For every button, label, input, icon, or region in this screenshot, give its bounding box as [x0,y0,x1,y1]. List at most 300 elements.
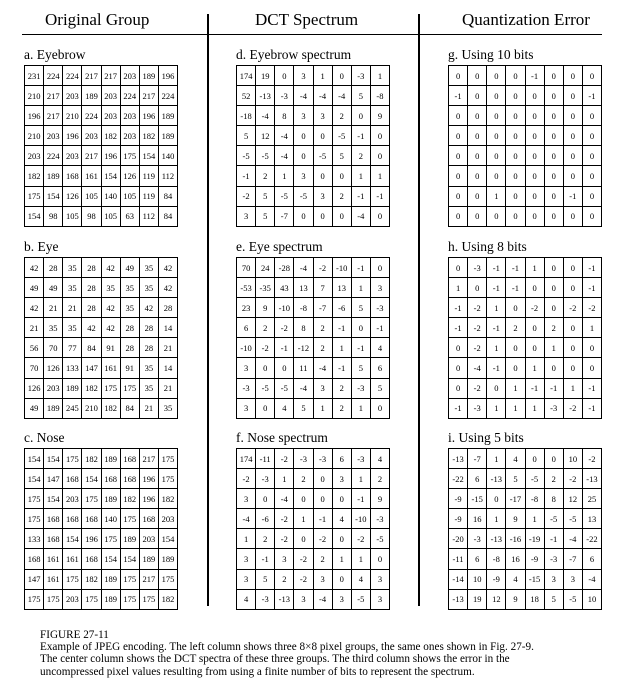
matrix-cell: 133 [63,358,82,378]
matrix-cell: 2 [332,106,351,126]
matrix-cell: 0 [332,569,351,589]
matrix-cell: 175 [82,589,101,609]
matrix-cell: -8 [294,298,313,318]
matrix-h [448,257,602,419]
matrix-cell: 175 [63,449,82,469]
matrix-cell: 0 [294,126,313,146]
column-header-quantization-error: Quantization Error [462,10,590,29]
matrix-cell: 196 [63,126,82,146]
matrix-e [236,257,390,419]
matrix-row [237,549,390,569]
matrix-cell: -3 [544,398,563,418]
matrix-cell: 105 [63,206,82,226]
matrix-cell: 0 [487,66,506,86]
matrix-cell: 154 [25,469,44,489]
matrix-f [236,448,390,610]
matrix-cell: -5 [351,589,370,609]
matrix-cell: 154 [82,469,101,489]
matrix-cell: -13 [449,449,468,469]
matrix-cell: 28 [120,318,139,338]
matrix-cell: 0 [582,186,601,206]
matrix-cell: 1 [525,509,544,529]
matrix-cell: 16 [468,509,487,529]
matrix-cell: 42 [101,298,120,318]
matrix-cell: 203 [63,86,82,106]
matrix-cell: 42 [82,318,101,338]
matrix-cell: -1 [237,166,256,186]
matrix-cell: 175 [120,589,139,609]
matrix-g [448,65,602,227]
matrix-cell: 0 [313,469,332,489]
matrix-row [237,126,390,146]
matrix-cell: 203 [63,146,82,166]
figure-caption [40,629,620,678]
panel-label-g: g. Using 10 bits [448,47,534,62]
panel-label-f: f. Nose spectrum [236,430,328,445]
matrix-cell: 0 [506,186,525,206]
matrix-cell: -15 [468,489,487,509]
matrix-cell: 0 [468,106,487,126]
matrix-cell: -4 [275,489,294,509]
matrix-cell: 1 [351,549,370,569]
matrix-cell: 35 [139,258,158,278]
matrix-cell: 0 [275,358,294,378]
matrix-cell: 70 [25,358,44,378]
matrix-cell: 5 [544,589,563,609]
matrix-row [25,258,178,278]
matrix-cell: 168 [63,166,82,186]
matrix-cell: -1 [487,318,506,338]
matrix-cell: 5 [237,126,256,146]
panel-label-b: b. Eye [24,239,59,254]
matrix-cell: 11 [294,358,313,378]
matrix-row [237,258,390,278]
matrix-cell: 126 [25,378,44,398]
matrix-cell: 168 [25,549,44,569]
matrix-row [449,318,602,338]
matrix-cell: -3 [370,298,389,318]
matrix-cell: -1 [582,378,601,398]
matrix-cell: -1 [449,298,468,318]
matrix-row [237,398,390,418]
matrix-cell: 12 [487,589,506,609]
matrix-cell: 175 [82,489,101,509]
matrix-cell: 168 [120,449,139,469]
matrix-cell: 0 [449,106,468,126]
matrix-cell: 0 [332,489,351,509]
matrix-cell: -5 [525,469,544,489]
matrix-cell: -3 [544,549,563,569]
matrix-cell: 203 [139,529,158,549]
matrix-cell: -3 [313,449,332,469]
matrix-cell: 0 [582,338,601,358]
matrix-cell: -4 [275,126,294,146]
matrix-cell: 23 [237,298,256,318]
matrix-cell: 28 [139,318,158,338]
matrix-cell: 0 [506,358,525,378]
matrix-cell: 0 [313,166,332,186]
matrix-d [236,65,390,227]
matrix-cell: -1 [525,378,544,398]
matrix-cell: 35 [139,358,158,378]
matrix-cell: 203 [101,106,120,126]
matrix-cell: 16 [506,549,525,569]
matrix-cell: 175 [25,186,44,206]
matrix-cell: 161 [82,166,101,186]
matrix-cell: -2 [275,318,294,338]
matrix-cell: 196 [101,146,120,166]
matrix-cell: 0 [525,278,544,298]
matrix-cell: 0 [544,86,563,106]
matrix-cell: 0 [506,338,525,358]
matrix-cell: 4 [275,398,294,418]
matrix-cell: -9 [525,549,544,569]
matrix-cell: 0 [563,166,582,186]
matrix-cell: 0 [563,146,582,166]
matrix-cell: 189 [44,166,63,186]
caption-line-1: Example of JPEG encoding. The left column shows three 8×8 pixel groups, the same ones shown in Fig. 27-9. [40,641,534,654]
matrix-cell: -5 [544,509,563,529]
matrix-cell: 0 [294,206,313,226]
matrix-cell: 5 [506,469,525,489]
matrix-cell: 70 [44,338,63,358]
matrix-cell: 224 [158,86,177,106]
matrix-cell: -4 [351,206,370,226]
matrix-cell: 140 [101,186,120,206]
matrix-row [237,489,390,509]
matrix-cell: 112 [139,206,158,226]
matrix-cell: 0 [563,126,582,146]
matrix-row [449,86,602,106]
matrix-cell: 77 [63,338,82,358]
matrix-cell: 126 [63,186,82,206]
matrix-cell: 0 [468,66,487,86]
matrix-cell: 0 [582,146,601,166]
matrix-cell: -53 [237,278,256,298]
matrix-cell: 0 [525,318,544,338]
matrix-cell: -10 [332,258,351,278]
matrix-cell: 3 [237,358,256,378]
matrix-row [449,489,602,509]
matrix-cell: 189 [101,489,120,509]
matrix-cell: 2 [332,378,351,398]
matrix-cell: 1 [275,469,294,489]
matrix-cell: 189 [158,106,177,126]
matrix-cell: 3 [294,106,313,126]
matrix-cell: 2 [275,569,294,589]
matrix-row [237,66,390,86]
matrix-cell: 1 [525,358,544,378]
matrix-cell: 3 [237,398,256,418]
matrix-cell: -5 [313,146,332,166]
matrix-cell: -3 [351,449,370,469]
matrix-row [449,398,602,418]
matrix-cell: 0 [351,106,370,126]
matrix-row [25,106,178,126]
matrix-cell: 0 [525,186,544,206]
matrix-cell: -11 [449,549,468,569]
matrix-cell: 189 [120,529,139,549]
matrix-cell: 0 [544,258,563,278]
matrix-cell: 196 [25,106,44,126]
matrix-cell: 28 [44,258,63,278]
matrix-cell: 175 [120,146,139,166]
matrix-cell: -1 [351,489,370,509]
matrix-row [25,398,178,418]
matrix-cell: -1 [370,318,389,338]
matrix-cell: 0 [256,358,275,378]
matrix-cell: 0 [525,106,544,126]
matrix-cell: 0 [468,126,487,146]
matrix-cell: 0 [487,106,506,126]
matrix-cell: 196 [82,529,101,549]
matrix-cell: -2 [525,298,544,318]
matrix-cell: 189 [101,569,120,589]
matrix-row [237,569,390,589]
matrix-cell: 3 [275,549,294,569]
matrix-cell: 10 [468,569,487,589]
matrix-cell: 0 [449,66,468,86]
matrix-cell: -3 [351,66,370,86]
matrix-cell: 1 [563,378,582,398]
matrix-cell: -3 [237,378,256,398]
matrix-row [25,358,178,378]
matrix-cell: -9 [487,569,506,589]
matrix-cell: 210 [25,126,44,146]
matrix-cell: 0 [487,86,506,106]
matrix-cell: 3 [313,186,332,206]
matrix-cell: 203 [120,106,139,126]
matrix-cell: -1 [582,278,601,298]
matrix-cell: 1 [313,66,332,86]
matrix-cell: 0 [487,378,506,398]
matrix-cell: 0 [563,258,582,278]
matrix-cell: 28 [139,338,158,358]
matrix-cell: 0 [544,146,563,166]
matrix-cell: 1 [544,338,563,358]
matrix-cell: -7 [563,549,582,569]
matrix-cell: -13 [582,469,601,489]
matrix-cell: 9 [506,509,525,529]
matrix-cell: 0 [582,126,601,146]
matrix-cell: -4 [332,86,351,106]
matrix-cell: 224 [63,66,82,86]
matrix-cell: 189 [101,589,120,609]
matrix-cell: 189 [139,549,158,569]
matrix-cell: 52 [237,86,256,106]
matrix-cell: 1 [487,186,506,206]
matrix-cell: 189 [63,378,82,398]
caption-figure-number: FIGURE 27-11 [40,629,109,641]
matrix-row [449,258,602,278]
matrix-cell: -3 [468,258,487,278]
matrix-cell: 1 [525,398,544,418]
matrix-cell: 13 [294,278,313,298]
matrix-cell: 2 [544,318,563,338]
matrix-cell: 42 [158,258,177,278]
matrix-cell: -22 [449,469,468,489]
matrix-row [237,378,390,398]
matrix-a [24,65,178,227]
matrix-cell: 203 [82,126,101,146]
matrix-row [449,106,602,126]
matrix-cell: 0 [582,106,601,126]
matrix-cell: 49 [25,398,44,418]
matrix-cell: 0 [525,146,544,166]
matrix-cell: 175 [139,589,158,609]
matrix-row [237,338,390,358]
matrix-cell: 6 [468,549,487,569]
matrix-cell: -2 [275,509,294,529]
matrix-cell: 3 [294,589,313,609]
matrix-cell: -12 [294,338,313,358]
matrix-cell: -2 [468,298,487,318]
matrix-cell: 1 [370,166,389,186]
matrix-cell: -35 [256,278,275,298]
matrix-cell: 35 [63,278,82,298]
matrix-cell: 63 [120,206,139,226]
matrix-cell: -5 [256,146,275,166]
matrix-cell: -4 [313,589,332,609]
matrix-cell: 175 [25,509,44,529]
matrix-cell: 28 [82,298,101,318]
matrix-cell: 182 [139,126,158,146]
matrix-cell: 5 [294,398,313,418]
matrix-row [25,589,178,609]
matrix-cell: 154 [44,489,63,509]
matrix-cell: 21 [158,338,177,358]
panel-label-e: e. Eye spectrum [236,239,323,254]
matrix-cell: 0 [506,86,525,106]
matrix-cell: 19 [468,589,487,609]
matrix-cell: -1 [525,66,544,86]
matrix-cell: 2 [332,398,351,418]
matrix-cell: 0 [506,146,525,166]
column-divider-right [418,14,420,606]
matrix-row [25,469,178,489]
matrix-i [448,448,602,610]
matrix-cell: -1 [487,358,506,378]
matrix-cell: 182 [25,166,44,186]
matrix-cell: 3 [237,489,256,509]
matrix-cell: 189 [82,86,101,106]
matrix-cell: 42 [158,278,177,298]
matrix-cell: -11 [256,449,275,469]
matrix-cell: 13 [332,278,351,298]
matrix-row [237,86,390,106]
matrix-cell: -4 [294,258,313,278]
matrix-row [449,358,602,378]
matrix-cell: -1 [506,258,525,278]
matrix-cell: 0 [487,206,506,226]
matrix-cell: 0 [563,318,582,338]
matrix-cell: 161 [44,569,63,589]
matrix-cell: 0 [468,166,487,186]
matrix-cell: 126 [120,166,139,186]
matrix-cell: 0 [487,489,506,509]
matrix-cell: 182 [158,589,177,609]
matrix-cell: 2 [332,186,351,206]
matrix-cell: 0 [506,126,525,146]
matrix-cell: -2 [294,549,313,569]
matrix-row [237,469,390,489]
matrix-cell: -5 [370,529,389,549]
matrix-cell: 0 [313,126,332,146]
matrix-cell: 0 [370,258,389,278]
matrix-cell: -2 [563,398,582,418]
matrix-row [237,509,390,529]
matrix-cell: 35 [101,278,120,298]
matrix-row [449,449,602,469]
matrix-cell: 18 [525,589,544,609]
matrix-cell: -22 [582,529,601,549]
matrix-cell: -1 [449,318,468,338]
matrix-cell: 168 [44,509,63,529]
matrix-cell: 0 [563,338,582,358]
matrix-cell: -1 [332,318,351,338]
matrix-cell: 210 [63,106,82,126]
matrix-cell: 49 [44,278,63,298]
matrix-cell: 35 [44,318,63,338]
matrix-cell: -4 [313,86,332,106]
matrix-cell: -1 [275,338,294,358]
matrix-cell: 0 [449,378,468,398]
matrix-cell: 154 [139,146,158,166]
matrix-cell: 0 [313,489,332,509]
matrix-cell: 175 [101,529,120,549]
matrix-cell: 5 [256,186,275,206]
matrix-cell: 189 [158,549,177,569]
matrix-cell: 0 [525,166,544,186]
matrix-cell: 3 [370,569,389,589]
matrix-cell: 105 [101,206,120,226]
panel-label-d: d. Eyebrow spectrum [236,47,352,62]
matrix-cell: 210 [25,86,44,106]
matrix-cell: 19 [256,66,275,86]
matrix-cell: 6 [582,549,601,569]
matrix-cell: -5 [275,378,294,398]
matrix-cell: 175 [25,489,44,509]
matrix-row [237,278,390,298]
matrix-cell: 1 [294,509,313,529]
matrix-cell: 182 [120,489,139,509]
matrix-cell: -2 [256,338,275,358]
matrix-cell: 9 [370,106,389,126]
matrix-cell: 98 [44,206,63,226]
matrix-cell: 0 [256,489,275,509]
matrix-cell: 0 [544,358,563,378]
matrix-cell: 0 [468,146,487,166]
matrix-row [25,489,178,509]
matrix-cell: 196 [139,469,158,489]
matrix-cell: 35 [139,278,158,298]
matrix-cell: 43 [275,278,294,298]
matrix-cell: -10 [237,338,256,358]
matrix-cell: 112 [158,166,177,186]
matrix-cell: 24 [256,258,275,278]
matrix-cell: 140 [158,146,177,166]
matrix-cell: 4 [370,449,389,469]
matrix-cell: -1 [351,338,370,358]
matrix-cell: 175 [25,589,44,609]
matrix-cell: -2 [275,449,294,469]
matrix-cell: 1 [506,398,525,418]
matrix-row [25,529,178,549]
matrix-cell: -2 [313,258,332,278]
matrix-cell: 56 [25,338,44,358]
matrix-cell: -4 [313,358,332,378]
matrix-cell: 0 [506,66,525,86]
